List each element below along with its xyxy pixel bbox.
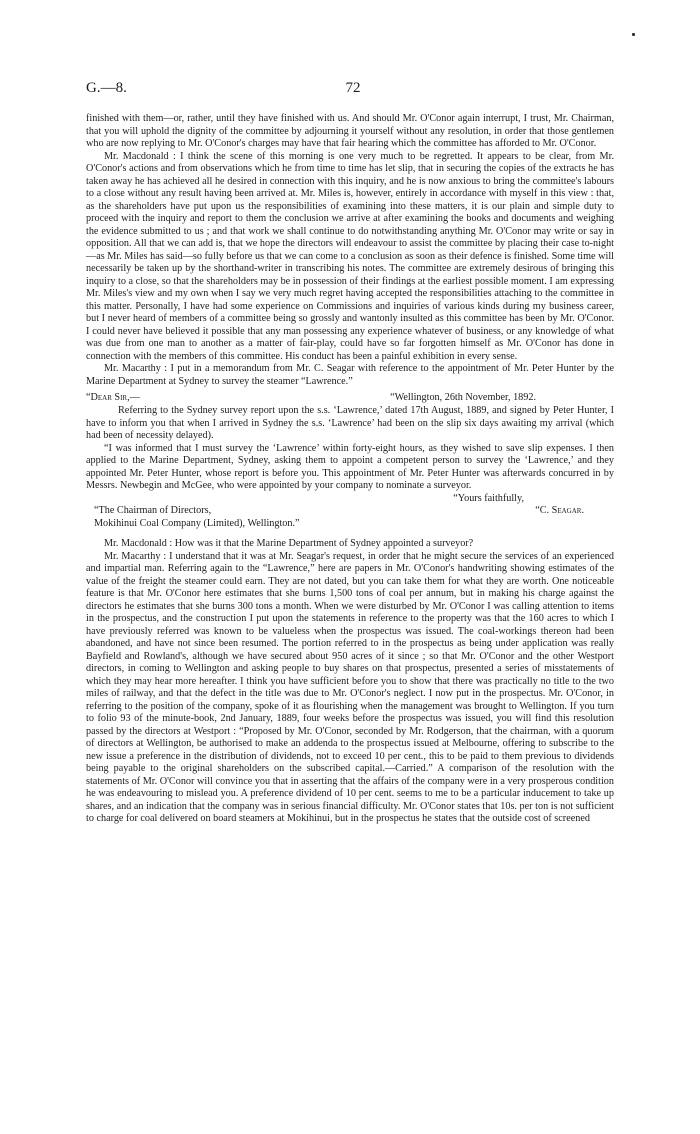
letter-addressee: “The Chairman of Directors, xyxy=(94,505,212,516)
letter-head xyxy=(86,392,614,405)
testimony-continued xyxy=(86,538,614,826)
document-body xyxy=(86,113,614,826)
letter-signature: “C. Seagar. xyxy=(535,505,584,516)
ink-speck xyxy=(632,33,635,36)
paragraph: Mr. Macarthy : I put in a memorandum from Mr. C. Seagar with reference to the appointment of Mr. Peter Hunter by the Marine Department at Sydney to survey the steamer “Lawrence.” xyxy=(86,363,614,387)
memorandum-letter xyxy=(86,392,614,531)
paragraph: Mr. Macarthy : I understand that it was at Mr. Seagar's request, in order that he might secure the services of an experienced and impartial man. Referring again to the “Lawrence,” here are papers in Mr. O'Conor's handwriting showing estimates of the value of the freight the steamer could earn. They are not dated, but you can take them for what they are worth. One noticeable feature is that Mr. O'Conor here estimates that she burns 1,500 tons of coal per annum, but in making his charge against the directors he estimates that she burns 300 tons a month. When we were disturbed by Mr. O'Conor I was calling attention to items in the prospectus, and the construction I put upon the statements in reference to the property was that the 160 acres to which I have previously referred was known to be valueless when the prospectus was issued. The coal-workings thereon had been abandoned, and have not since been resumed. The portion referred to in the prospectus as being under application was really Bayfield and Rowland's, although we have secured about 950 acres of it since ; so that Mr. O'Conor and the other Westport directors, in coming to Wellington and asking people to buy shares on that prospectus, presented a series of misstatements of which they may hear more hereafter. I think you have sufficient before you to show that there was practically no title to the two miles of railway, and that the defect in the title was due to Mr. O'Conor's neglect. I now put in the prospectus. Mr. O'Conor, in referring to the position of the company, spoke of it as flourishing when the management was brought to Wellington. If you turn to folio 93 of the minute-book, 2nd January, 1889, four weeks before the prospectus was issued, you will find this resolution passed by the directors at Westport : “Proposed by Mr. O'Conor, seconded by Mr. Rodgerson, that the chairman, with a quorum of directors at Wellington, be authorised to make an addenda to the prospectus issued at Melbourne, offering to subscribe to the new issue a preference in the distribution of dividends, not to exceed 10 per cent., this to be paid to them previous to dividends being payable to the original shareholders on the subscribed capital.—Carried.” A comparison of the resolution with the statements of Mr. O'Conor will convince you that in asserting that the affairs of the company were in a very prosperous condition he was endeavouring to mislead you. A preference dividend of 10 per cent. seems to me to be a particular inducement to take up shares, and an indication that the company was in serious financial difficulty. Mr. O'Conor states that 10s. per ton is not sufficient to charge for coal delivered on board steamers at Mokihinui, but in the prospectus he states that the outside cost of screened xyxy=(86,550,614,824)
page-number: 72 xyxy=(345,80,361,96)
letter-paragraph: “I was informed that I must survey the ‘Lawrence’ within forty-eight hours, as they wished to save slip expenses. I then applied to the Marine Department, Sydney, asking them to appoint a competent person to survey the ‘Lawrence,’ and they appointed Mr. Peter Hunter, whose report is before you. This appointment of Mr. Peter Hunter was afterwards concurred in by Messrs. Newbegin and McGee, who were appointed by your company to nominate a surveyor. xyxy=(86,442,614,491)
letter-paragraph: Referring to the Sydney survey report upon the s.s. ‘Lawrence,’ dated 17th August, 1889, and signed by Peter Hunter, I have to inform you that when I arrived in Sydney the s.s. ‘Lawrence’ had been on the slip six days awaiting my arrival (which had been of necessity delayed). xyxy=(86,405,614,441)
page-header xyxy=(86,80,620,104)
letter-salutation: “Dear Sir,— xyxy=(86,392,140,403)
letter-closing: “Yours faithfully, xyxy=(453,492,524,504)
paragraph: Mr. Macdonald : How was it that the Marine Department of Sydney appointed a surveyor? xyxy=(104,538,474,549)
paragraph: Mr. Macdonald : I think the scene of this morning is one very much to be regretted. It appears to be clear, from Mr. O'Conor's actions and from observations which he from time to time has let slip, that in securing the copies of the extracts he has taken away he has achieved all he desired in connection with this inquiry, and he is now anxious to bring the committee's labours to a close without any result having been arrived at. Mr. Miles is, however, entirely in accordance with myself in this view : that, as the shareholders have put upon us the responsibilities of examining into these matters, it is our plain and simple duty to proceed with the inquiry and report to them the conclusion we arrive at after examining the books and documents and weighing the evidence submitted to us ; and that work we shall continue to do notwithstanding anything Mr. O'Conor may write or say in opposition. All that we can add is, that we hope the directors will endeavour to assist the committee by placing their case to-night—as Mr. Miles has said—so fully before us that we can come to a conclusion as soon as their defence is finished. Some time will necessarily be taken up by the shorthand-writer in transcribing his notes. The committee are extremely desirous of bringing this inquiry to a close, so that the shareholders may be in possession of their findings at the earliest possible moment. I am expressing Mr. Miles's view and my own when I say we very much regret having accepted the responsibilities attaching to the committee in this matter. Personally, I have had some experience on Commissions and inquiries of various kinds during my business career, but I never heard of members of a committee being so grossly and wantonly insulted as this committee has been by Mr. O'Conor. I could never have believed it possible that any man possessing any experience whatever of business, or any knowledge of what was due from one man to another as a matter of fair-play, could have so far forgotten himself as Mr. O'Conor has done in connection with the members of this committee. His conduct has been a painful exhibition in every sense. xyxy=(86,150,614,362)
letter-addressee-company: Mokihinui Coal Company (Limited), Wellington.” xyxy=(94,518,300,529)
document-reference: G.—8. xyxy=(86,80,127,96)
paragraph: finished with them—or, rather, until they have finished with us. And should Mr. O'Conor again interrupt, I trust, Mr. Chairman, that you will uphold the dignity of the committee by adjourning it yourself without any resolution, in order that those gentlemen who are now replying to Mr. O'Conor's charges may have that fair hearing which the committee has afforded to Mr. O'Conor. xyxy=(86,113,614,149)
letter-address-block xyxy=(86,505,614,531)
letter-dateline: “Wellington, 26th November, 1892. xyxy=(390,392,536,403)
